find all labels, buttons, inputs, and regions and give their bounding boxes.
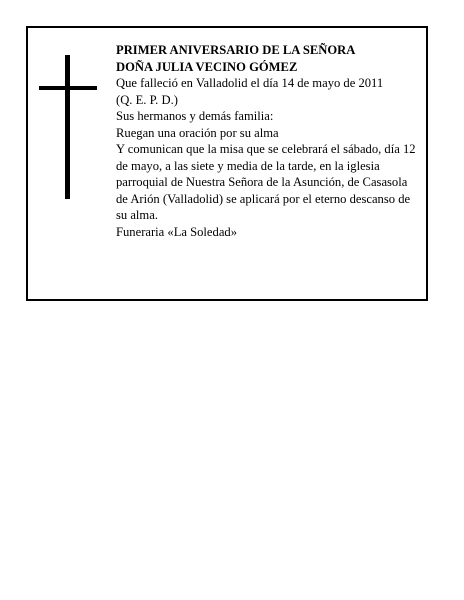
rip-line: (Q. E. P. D.) (116, 92, 178, 107)
notice-title-line2: DOÑA JULIA VECINO GÓMEZ (116, 59, 298, 74)
cross-horizontal-bar (39, 86, 97, 90)
cross-icon (39, 55, 97, 199)
family-line: Sus hermanos y demás familia: (116, 109, 274, 123)
death-line: Que falleció en Valladolid el día 14 de mayo de 2011 (116, 76, 384, 90)
notice-text (116, 42, 422, 240)
notice-title-line1: PRIMER ANIVERSARIO DE LA SEÑORA (116, 43, 356, 57)
funeral-home: Funeraria «La Soledad» (116, 224, 237, 239)
obituary-notice (26, 26, 428, 301)
cross-vertical-bar (65, 55, 70, 199)
mass-text: Y comunican que la misa que se celebrará el sábado, día 12 de mayo, a las siete y media de la tarde, en la iglesia parroquial de Nuestra Señora de la Asunción, de Casasola de Arión (Valladolid) se aplicará por el eterno descanso de su alma. (116, 142, 416, 222)
prayer-line: Ruegan una oración por su alma (116, 125, 279, 140)
